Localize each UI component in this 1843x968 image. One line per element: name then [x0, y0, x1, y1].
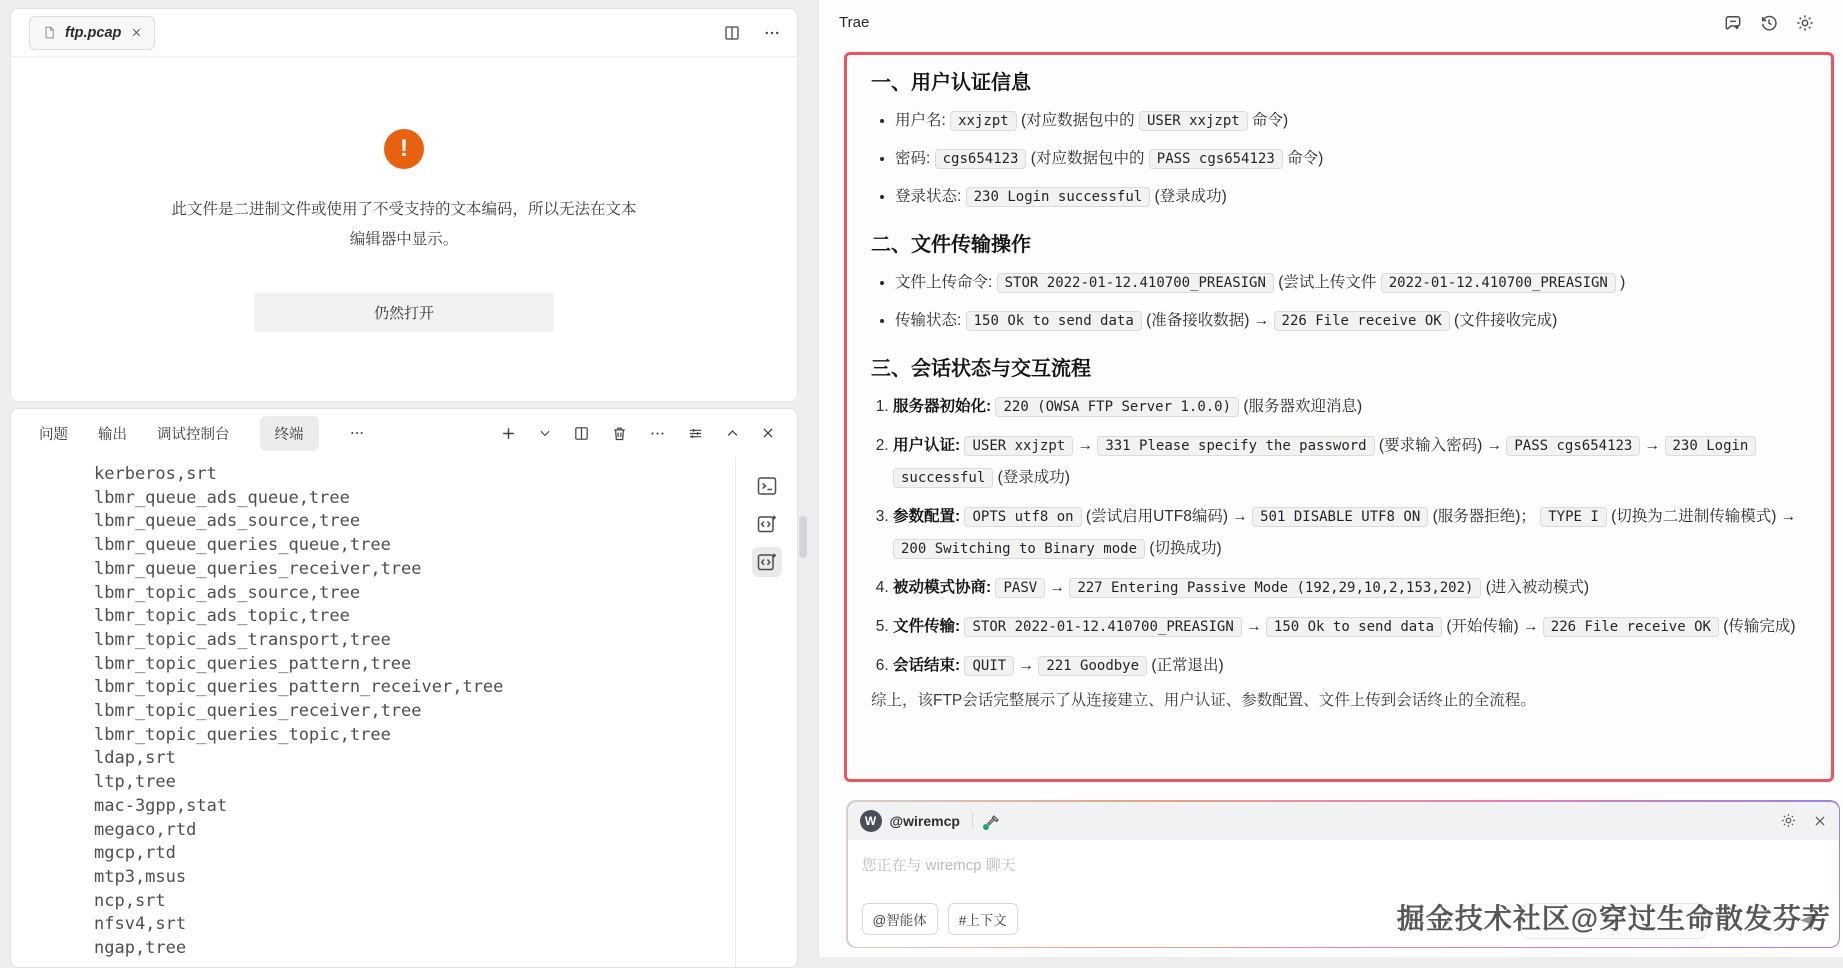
- warning-icon: !: [384, 129, 424, 169]
- tab-ftp-pcap[interactable]: [29, 16, 155, 50]
- analysis-item: 2. 用户认证: USER xxjzpt → 331 Please specify the password (要求输入密码) → PASS cgs654123 → 230 Login successful (登录成功): [893, 430, 1807, 494]
- code-chip: 226 File receive OK: [1543, 617, 1719, 637]
- chat-header: [848, 802, 1839, 840]
- terminal-instances-rail: [735, 457, 797, 967]
- open-anyway-button[interactable]: 仍然打开: [254, 293, 554, 332]
- analysis-annotation-box: [844, 52, 1834, 782]
- code-chip: USER xxjzpt: [1139, 111, 1248, 131]
- code-chip: 331 Please specify the password: [1097, 436, 1374, 456]
- agent-chip-button[interactable]: @智能体: [862, 903, 938, 935]
- terminal-line: kerberos,srt: [94, 464, 217, 484]
- terminal-line: lbmr_queue_ads_queue,tree: [94, 487, 350, 508]
- terminal-line: ngap,tree: [94, 938, 187, 959]
- tab-title: ftp.pcap: [65, 24, 122, 41]
- section-heading: 三、会话状态与交互流程: [871, 358, 1091, 380]
- terminal-line: lbmr_topic_queries_pattern_receiver,tree: [94, 677, 504, 698]
- agent-name[interactable]: @wiremcp: [889, 812, 960, 829]
- analysis-item: 5. 文件传输: STOR 2022-01-12.410700_PREASIGN → 150 Ok to send data (开始传输) → 226 File receive OK (传输完成): [893, 611, 1807, 643]
- section-heading: 一、用户认证信息: [871, 72, 1031, 94]
- history-icon[interactable]: [1759, 13, 1779, 33]
- chat-close-icon[interactable]: [1813, 814, 1827, 828]
- tab-terminal[interactable]: 终端: [260, 416, 319, 451]
- terminal-settings-sliders-icon[interactable]: [687, 425, 704, 442]
- analysis-item: 3. 参数配置: OPTS utf8 on (尝试启用UTF8编码) → 501 DISABLE UTF8 ON (服务器拒绝)； TYPE I (切换为二进制传输模式) → 200 Switching to Binary mode (切换成功): [893, 501, 1807, 565]
- editor-more-icon[interactable]: [763, 24, 781, 42]
- terminal-line: lbmr_topic_ads_source,tree: [94, 582, 361, 603]
- send-message-icon[interactable]: [1797, 909, 1821, 933]
- new-terminal-icon[interactable]: [500, 425, 517, 442]
- code-chip: 150 Ok to send data: [1266, 617, 1442, 637]
- warning-text-line1: 此文件是二进制文件或使用了不受支持的文本编码，所以无法在文本: [171, 201, 637, 218]
- bottom-panel: [10, 408, 798, 968]
- code-chip: 230 Login successful: [966, 187, 1151, 207]
- code-chip: 501 DISABLE UTF8 ON: [1252, 507, 1428, 527]
- analysis-item: • 登录状态: 230 Login successful (登录成功): [895, 183, 1807, 211]
- new-chat-icon[interactable]: [1723, 13, 1743, 33]
- terminal-instance-task-icon-active[interactable]: [752, 547, 782, 577]
- trae-panel-title: Trae: [839, 14, 870, 31]
- code-chip: 200 Switching to Binary mode: [893, 539, 1145, 559]
- tab-problems[interactable]: 问题: [39, 426, 68, 443]
- panel-tab-bar: [11, 409, 797, 457]
- terminal-line: lbmr_topic_ads_transport,tree: [94, 629, 391, 650]
- analysis-item: 1. 服务器初始化: 220 (OWSA FTP Server 1.0.0) (服务器欢迎消息): [893, 391, 1807, 423]
- agent-avatar: W: [860, 810, 882, 832]
- code-chip: 220 (OWSA FTP Server 1.0.0): [995, 397, 1239, 417]
- analysis-item: • 文件上传命令: STOR 2022-01-12.410700_PREASIGN (尝试上传文件 2022-01-12.410700_PREASIGN ): [895, 269, 1807, 297]
- tab-output[interactable]: 输出: [98, 426, 127, 443]
- split-editor-icon[interactable]: [723, 24, 741, 42]
- code-chip: 150 Ok to send data: [966, 311, 1142, 331]
- terminal-instance-task-icon[interactable]: [752, 509, 782, 539]
- terminal-instance-shell-icon[interactable]: [752, 471, 782, 501]
- context-chip-button[interactable]: #上下文: [948, 903, 1018, 935]
- terminal-line: mtp3,msus: [94, 866, 187, 887]
- terminal-line: lbmr_topic_queries_pattern,tree: [94, 653, 412, 674]
- analysis-content: [871, 69, 1807, 713]
- settings-gear-icon[interactable]: [1795, 13, 1815, 33]
- terminal-line: lbmr_topic_queries_receiver,tree: [94, 701, 422, 722]
- mcp-tools-icon[interactable]: [985, 813, 1001, 829]
- code-chip: 230 Login successful: [893, 436, 1756, 488]
- code-chip: PASV: [995, 578, 1045, 598]
- split-terminal-icon[interactable]: [573, 425, 590, 442]
- header-divider: [972, 813, 973, 829]
- analysis-item: • 传输状态: 150 Ok to send data (准备接收数据) → 226 File receive OK (文件接收完成): [895, 307, 1807, 335]
- binary-file-warning: [11, 129, 797, 332]
- tab-close-icon[interactable]: [131, 27, 142, 38]
- maximize-panel-chevron-icon[interactable]: [725, 426, 740, 441]
- terminal-line: ltp,tree: [94, 772, 176, 793]
- terminal-line: ncp,srt: [94, 890, 166, 911]
- trae-assistant-panel: [818, 0, 1843, 957]
- code-chip: 226 File receive OK: [1274, 311, 1450, 331]
- close-panel-icon[interactable]: [761, 426, 775, 440]
- file-icon: [42, 25, 57, 40]
- code-chip: PASS cgs654123: [1149, 149, 1283, 169]
- code-chip: 221 Goodbye: [1038, 656, 1147, 676]
- warning-text-line2: 编辑器中显示。: [349, 231, 459, 248]
- model-selector-button[interactable]: [1521, 903, 1707, 939]
- panel-scrollbar-thumb[interactable]: [799, 516, 807, 558]
- code-chip: cgs654123: [935, 149, 1027, 169]
- code-chip: STOR 2022-01-12.410700_PREASIGN: [997, 273, 1274, 293]
- terminal-line: mgcp,rtd: [94, 843, 176, 864]
- terminal-output[interactable]: [94, 463, 731, 967]
- terminal-line: ldap,srt: [94, 748, 176, 769]
- analysis-summary: 综上，该FTP会话完整展示了从连接建立、用户认证、参数配置、文件上传到会话终止的全流程。: [871, 692, 1536, 709]
- analysis-item: 6. 会话结束: QUIT → 221 Goodbye (正常退出): [893, 650, 1807, 682]
- code-chip: TYPE I: [1540, 507, 1607, 527]
- terminal-line: mac-3gpp,stat: [94, 795, 228, 816]
- chat-input-card: [846, 800, 1840, 948]
- code-chip: 2022-01-12.410700_PREASIGN: [1381, 273, 1616, 293]
- chat-settings-gear-icon[interactable]: [1780, 812, 1797, 829]
- chat-message-input[interactable]: 您正在与 wiremcp 聊天: [861, 856, 1016, 874]
- terminal-line: lbmr_topic_ads_topic,tree: [94, 606, 350, 627]
- watermark-text: 掘金技术社区@穿过生命散发芬芳: [1396, 903, 1831, 934]
- code-chip: OPTS utf8 on: [964, 507, 1081, 527]
- terminal-line: megaco,rtd: [94, 819, 197, 840]
- terminal-more-icon[interactable]: [649, 425, 666, 442]
- analysis-item: 4. 被动模式协商: PASV → 227 Entering Passive Mode (192,29,10,2,153,202) (进入被动模式): [893, 572, 1807, 604]
- code-chip: 227 Entering Passive Mode (192,29,10,2,153,202): [1069, 578, 1481, 598]
- terminal-line: nfsv4,srt: [94, 914, 187, 935]
- terminal-line: lbmr_queue_queries_queue,tree: [94, 535, 391, 556]
- editor-panel: [10, 8, 798, 402]
- terminal-line: lbmr_queue_queries_receiver,tree: [94, 558, 422, 579]
- code-chip: QUIT: [964, 656, 1014, 676]
- code-chip: PASS cgs654123: [1506, 436, 1640, 456]
- section-heading: 二、文件传输操作: [871, 234, 1031, 256]
- terminal-profile-chevron-icon[interactable]: [538, 426, 552, 440]
- analysis-item: • 密码: cgs654123 (对应数据包中的 PASS cgs654123 命令): [895, 145, 1807, 173]
- terminal-line: lbmr_topic_queries_topic,tree: [94, 724, 391, 745]
- editor-tab-bar: [11, 9, 797, 57]
- code-chip: USER xxjzpt: [964, 436, 1073, 456]
- analysis-item: • 用户名: xxjzpt (对应数据包中的 USER xxjzpt 命令): [895, 107, 1807, 135]
- panel-tabs-more-icon[interactable]: [349, 425, 365, 441]
- code-chip: xxjzpt: [950, 111, 1017, 131]
- code-chip: STOR 2022-01-12.410700_PREASIGN: [964, 617, 1241, 637]
- terminal-line: lbmr_queue_ads_source,tree: [94, 511, 361, 532]
- online-status-dot: [983, 824, 989, 830]
- tab-debug-console[interactable]: 调试控制台: [157, 426, 230, 443]
- kill-terminal-trash-icon[interactable]: [611, 425, 628, 442]
